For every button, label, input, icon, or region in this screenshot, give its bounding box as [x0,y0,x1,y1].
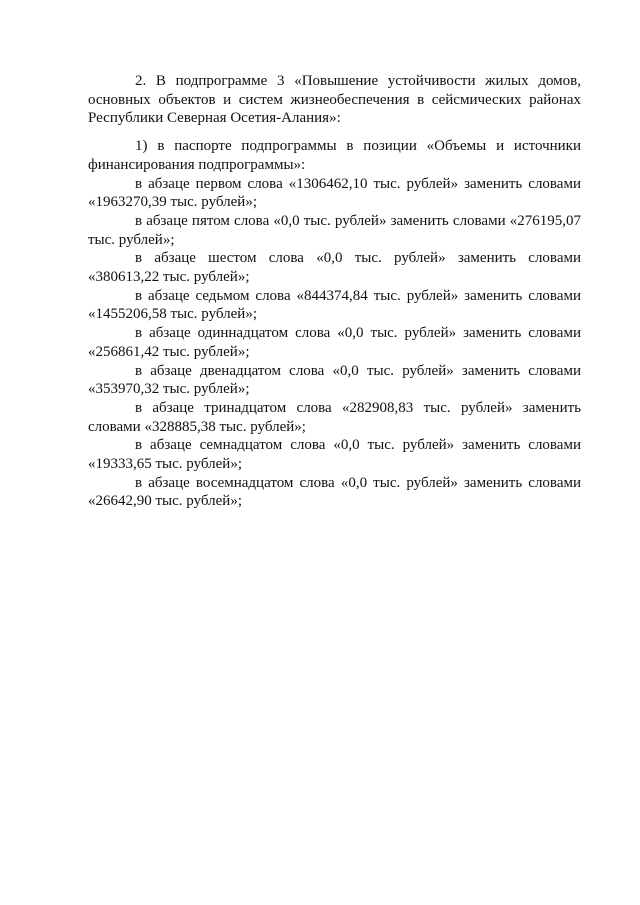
paragraph-amendment-1: в абзаце первом слова «1306462,10 тыс. рублей» заменить словами «1963270,39 тыс. рублей»; [88,175,581,211]
paragraph-amendment-17: в абзаце семнадцатом слова «0,0 тыс. рублей» заменить словами «19333,65 тыс. рублей»; [88,437,581,473]
paragraph-amendment-18: в абзаце восемнадцатом слова «0,0 тыс. рублей» заменить словами «26642,90 тыс. рублей»; [88,474,581,510]
paragraph-amendment-12: в абзаце двенадцатом слова «0,0 тыс. рублей» заменить словами «353970,32 тыс. рублей»; [88,362,581,398]
paragraph-amendment-6: в абзаце шестом слова «0,0 тыс. рублей» заменить словами «380613,22 тыс. рублей»; [88,250,581,286]
paragraph-amendment-5: в абзаце пятом слова «0,0 тыс. рублей» заменить словами «276195,07 тыс. рублей»; [88,212,581,248]
paragraph-amendment-11: в абзаце одиннадцатом слова «0,0 тыс. рублей» заменить словами «256861,42 тыс. рублей»; [88,325,581,360]
paragraph-amendment-13: в абзаце тринадцатом слова «282908,83 тыс. рублей» заменить словами «328885,38 тыс. рублей»; [88,399,581,435]
paragraph-section-2: 2. В подпрограмме 3 «Повышение устойчивости жилых домов, основных объектов и систем жизнеобеспечения в сейсмических районах Республики Северная Осетия-Алания»: [88,73,581,127]
paragraph-item-1: 1) в паспорте подпрограммы в позиции «Объемы и источники финансирования подпрограммы»: [88,138,581,173]
document-body [88,72,581,511]
paragraph-amendment-7: в абзаце седьмом слова «844374,84 тыс. рублей» заменить словами «1455206,58 тыс. рублей»; [88,287,581,323]
